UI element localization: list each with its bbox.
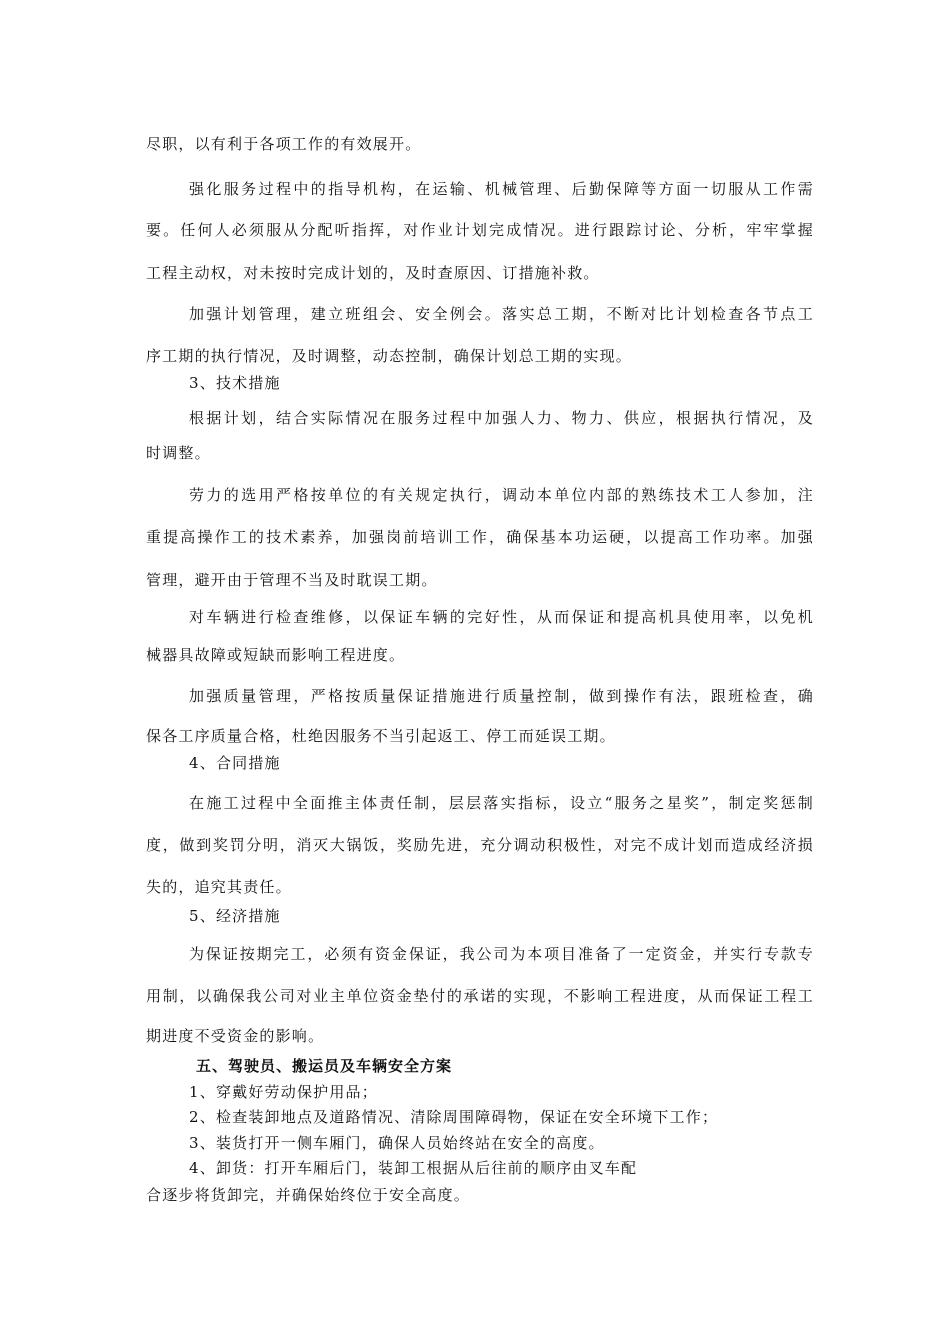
list-item-continuation: 合逐步将货卸完，并确保始终位于安全高度。 [146,1186,471,1204]
chapter-heading: 五、驾驶员、搬运员及车辆安全方案 [196,1057,453,1075]
paragraph-line: 要。任何人必须服从分配听指挥，对作业计划完成情况。进行跟踪讨论、分析，牢牢掌握 [146,221,814,239]
paragraph-line: 期进度不受资金的影响。 [146,1027,325,1045]
paragraph-line: 保各工序质量合格，杜绝因服务不当引起返工、停工而延误工期。 [146,727,616,745]
paragraph-line: 为保证按期完工，必须有资金保证，我公司为本项目准备了一定资金，并实行专款专 [189,945,814,963]
paragraph-line: 失的，追究其责任。 [146,878,292,896]
list-item: 4、卸货：打开车厢后门，装卸工根据从后往前的顺序由叉车配 [189,1159,638,1177]
paragraph-line: 加强计划管理，建立班组会、安全例会。落实总工期，不断对比计划检查各节点工 [189,305,814,323]
section-heading: 3、技术措施 [189,374,281,392]
paragraph-line: 在施工过程中全面推主体责任制，层层落实指标，设立“服务之星奖”，制定奖惩制 [189,794,814,812]
paragraph-line: 用制，以确保我公司对业主单位资金垫付的承诺的实现，不影响工程进度，从而保证工程工 [146,987,814,1005]
paragraph-line: 劳力的选用严格按单位的有关规定执行，调动本单位内部的熟练技术工人参加，注 [189,486,814,504]
paragraph-line: 时调整。 [146,444,211,462]
section-heading: 5、经济措施 [189,907,281,925]
paragraph-line: 械器具故障或短缺而影响工程进度。 [146,646,406,664]
paragraph-line: 度，做到奖罚分明，消灭大锅饭，奖励先进，充分调动积极性，对完不成计划而造成经济损 [146,836,814,854]
paragraph-line: 加强质量管理，严格按质量保证措施进行质量控制，做到操作有法，跟班检查，确 [189,687,814,705]
paragraph-line: 管理，避开由于管理不当及时耽误工期。 [146,571,438,589]
list-item: 2、检查装卸地点及道路情况、清除周围障碍物，保证在安全环境下工作； [189,1108,719,1126]
list-item: 3、装货打开一侧车厢门，确保人员始终站在安全的高度。 [189,1134,605,1152]
paragraph-line: 根据计划，结合实际情况在服务过程中加强人力、物力、供应，根据执行情况，及 [189,409,814,427]
paragraph-line: 尽职，以有利于各项工作的有效展开。 [146,135,422,153]
paragraph-line: 工程主动权，对未按时完成计划的，及时查原因、订措施补救。 [146,264,600,282]
paragraph-line: 强化服务过程中的指导机构，在运输、机械管理、后勤保障等方面一切服从工作需 [189,180,814,198]
paragraph-line: 对车辆进行检查维修，以保证车辆的完好性，从而保证和提高机具使用率，以免机 [189,608,814,626]
paragraph-line: 序工期的执行情况，及时调整，动态控制，确保计划总工期的实现。 [146,347,633,365]
section-heading: 4、合同措施 [189,754,281,772]
list-item: 1、穿戴好劳动保护用品； [189,1083,378,1101]
paragraph-line: 重提高操作工的技术素养，加强岗前培训工作，确保基本功运硬，以提高工作功率。加强 [146,528,814,546]
